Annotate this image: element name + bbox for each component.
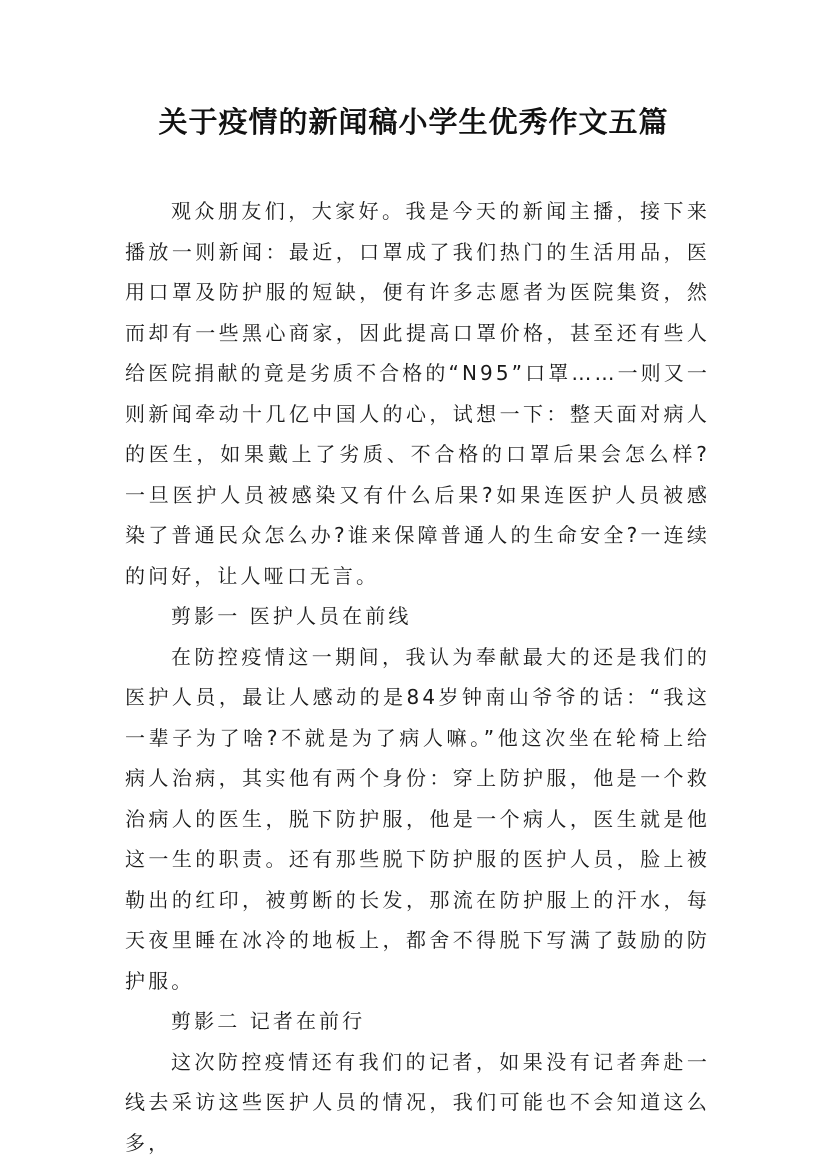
section-heading-2: 剪影二 记者在前行 [171, 1009, 366, 1033]
document-body [125, 191, 710, 1163]
paragraph-reporters: 这次防控疫情还有我们的记者，如果没有记者奔赴一线去采访这些医护人员的情况，我们可能也不会知道这么多， [125, 1049, 710, 1155]
paragraph-intro: 观众朋友们，大家好。我是今天的新闻主播，接下来播放一则新闻：最近，口罩成了我们热门的生活用品，医用口罩及防护服的短缺，便有许多志愿者为医院集资，然而却有一些黑心商家，因此提高口罩价格，甚至还有些人给医院捐献的竟是劣质不合格的“N95”口罩……一则又一则新闻牵动十几亿中国人的心，试想一下：整天面对病人的医生，如果戴上了劣质、不合格的口罩后果会怎么样?一旦医护人员被感染又有什么后果?如果连医护人员被感染了普通民众怎么办?谁来保障普通人的生命安全?一连续的问好，让人哑口无言。 [125, 199, 710, 588]
paragraph-medical-staff: 在防控疫情这一期间，我认为奉献最大的还是我们的医护人员，最让人感动的是84岁钟南山爷爷的话：“我这一辈子为了啥?不就是为了病人嘛。”他这次坐在轮椅上给病人治病，其实他有两个身份：穿上防护服，他是一个救治病人的医生，脱下防护服，他是一个病人，医生就是他这一生的职责。还有那些脱下防护服的医护人员，脸上被勒出的红印，被剪断的长发，那流在防护服上的汗水，每天夜里睡在冰冷的地板上，都舍不得脱下写满了鼓励的防护服。 [125, 644, 710, 993]
page-title: 关于疫情的新闻稿小学生优秀作文五篇 [158, 105, 669, 139]
section-heading-1: 剪影一 医护人员在前线 [171, 604, 412, 628]
